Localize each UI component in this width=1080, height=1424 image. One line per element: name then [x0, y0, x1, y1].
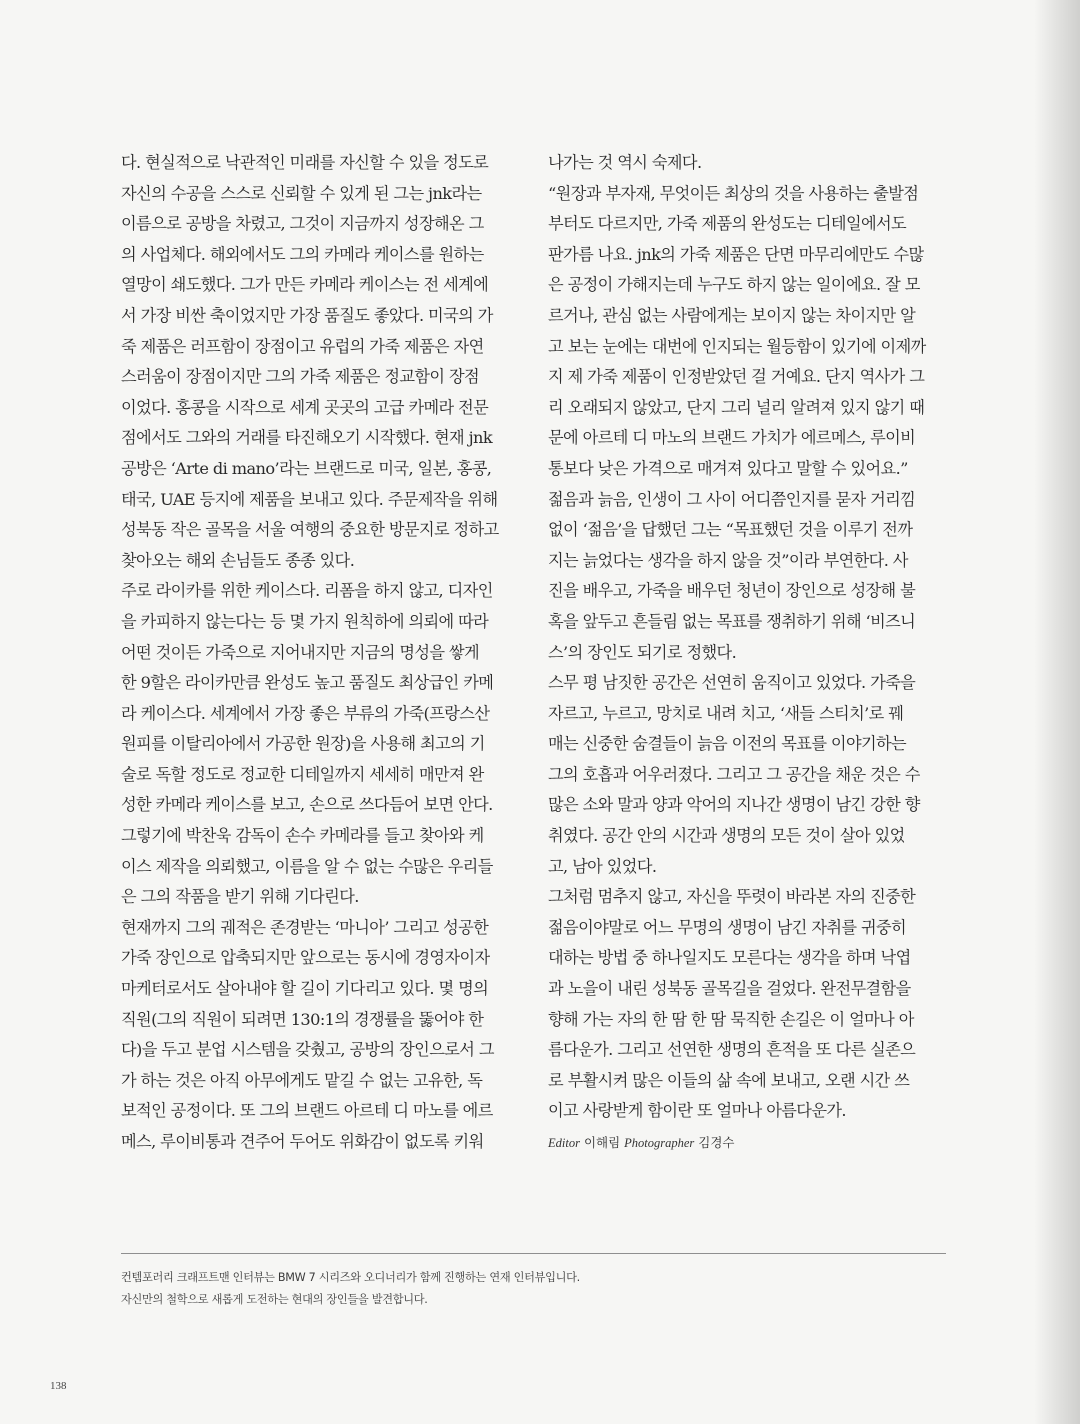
quote-paragraph: “원장과 부자재, 무엇이든 최상의 것을 사용하는 출발점 부터도 다르지만, 가죽 제품의 완성도는 디테일에서도 판가름 나요. jnk의 가죽 제품은 단면 마무리에만도 수많 은 공정이 가해지는데 누구도 하지 않는 일이에요. 잘 모 르거나, 관심 없는 사람에게는 보이지 않는 차이지만 알 고 보는 눈에는 대번에 인지되는 월등함이 있기에 이제까 지 제 가죽 제품이 인정받았던 걸 거예요. 단지 역사가 그 리 오래되지 않았고, 단지 그리 널리 알려져 있지 않기 때 문에 아르테 디 마노의 브랜드 가치가 에르메스, 루이비 통보다 낮은 가격으로 매겨져 있다고 말할 수 있어요.”	[548, 183, 926, 478]
footnote-line: 자신만의 철학으로 새롭게 도전하는 현대의 장인들을 발견합니다.	[121, 1293, 428, 1306]
article-column-left	[121, 148, 517, 1158]
body-paragraph: 현재까지 그의 궤적은 존경받는 ‘마니아’ 그리고 성공한 가죽 장인으로 압축되지만 앞으로는 동시에 경영자이자 마케터로서도 살아내야 할 길이 기다리고 있다. 몇 명의 직원(그의 직원이 되려면 130:1의 경쟁률을 뚫어야 한 다)을 두고 분업 시스템을 갖췄고, 공방의 장인으로서 그 가 하는 것은 아직 아무에게도 맡길 수 없는 고유한, 독 보적인 공정이다. 또 그의 브랜드 아르테 디 마노를 에르 메스, 루이비통과 견주어 두어도 위화감이 없도록 키워	[121, 917, 494, 1151]
article-column-right	[548, 148, 944, 1153]
page-number: 138	[50, 1380, 67, 1392]
footnote-line: 컨템포러리 크래프트맨 인터뷰는 BMW 7 시리즈와 오디너리가 함께 진행하는 연재 인터뷰입니다.	[121, 1271, 580, 1284]
body-paragraph: 스무 평 남짓한 공간은 선연히 움직이고 있었다. 가죽을 자르고, 누르고, 망치로 내려 치고, ‘새들 스티치’로 꿰 매는 신중한 숨결들이 늙음 이전의 목표를 이야기하는 그의 호흡과 어우러졌다. 그리고 그 공간을 채운 것은 수 많은 소와 말과 양과 악어의 지나간 생명이 남긴 강한 향 취였다. 공간 안의 시간과 생명의 모든 것이 살아 있었 고, 남아 있었다.	[548, 673, 920, 876]
article-credit	[548, 1133, 944, 1153]
body-paragraph: 나가는 것 역시 숙제다.	[548, 153, 702, 172]
series-footnote	[121, 1267, 946, 1311]
photographer-label: Photographer	[624, 1136, 695, 1150]
photographer-name: 김경수	[698, 1135, 735, 1150]
page-edge-shadow	[1034, 0, 1080, 1424]
body-paragraph: 젊음과 늙음, 인생이 그 사이 어디쯤인지를 묻자 거리낌 없이 ‘젊음’을 답했던 그는 “목표했던 것을 이루기 전까 지는 늙었다는 생각을 하지 않을 것”이라 부연한다. 사 진을 배우고, 가죽을 배우던 청년이 장인으로 성장해 불 혹을 앞두고 흔들림 없는 목표를 쟁취하기 위해 ‘비즈니 스’의 장인도 되기로 정했다.	[548, 489, 916, 662]
editor-label: Editor	[548, 1136, 580, 1150]
body-paragraph: 다. 현실적으로 낙관적인 미래를 자신할 수 있을 정도로 자신의 수공을 스스로 신뢰할 수 있게 된 그는 jnk라는 이름으로 공방을 차렸고, 그것이 지금까지 성장해온 그 의 사업체다. 해외에서도 그의 카메라 케이스를 원하는 열망이 쇄도했다. 그가 만든 카메라 케이스는 전 세계에 서 가장 비싼 축이었지만 가장 품질도 좋았다. 미국의 가 죽 제품은 러프함이 장점이고 유럽의 가죽 제품은 자연 스러움이 장점이지만 그의 가죽 제품은 정교함이 장점 이었다. 홍콩을 시작으로 세계 곳곳의 고급 카메라 전문 점에서도 그와의 거래를 타진해오기 시작했다. 현재 jnk 공방은 ‘Arte di mano’라는 브랜드로 미국, 일본, 홍콩, 태국, UAE 등지에 제품을 보내고 있다. 주문제작을 위해 성북동 작은 골목을 서울 여행의 중요한 방문지로 정하고 찾아오는 해외 손님들도 종종 있다.	[121, 153, 499, 570]
body-paragraph: 주로 라이카를 위한 케이스다. 리폼을 하지 않고, 디자인 을 카피하지 않는다는 등 몇 가지 원칙하에 의뢰에 따라 어떤 것이든 가죽으로 지어내지만 지금의 명성을 쌓게 한 9할은 라이카만큼 완성도 높고 품질도 최상급인 카메 라 케이스다. 세계에서 가장 좋은 부류의 가죽(프랑스산 원피를 이탈리아에서 가공한 원장)을 사용해 최고의 기 술로 독할 정도로 정교한 디테일까지 세세히 매만져 완 성한 카메라 케이스를 보고, 손으로 쓰다듬어 보면 안다. 그렇기에 박찬욱 감독이 손수 카메라를 들고 찾아와 케 이스 제작을 의뢰했고, 이름을 알 수 없는 수많은 우리들 은 그의 작품을 받기 위해 기다린다.	[121, 581, 494, 907]
footnote-divider	[121, 1253, 946, 1254]
body-paragraph: 그처럼 멈추지 않고, 자신을 뚜렷이 바라본 자의 진중한 젊음이야말로 어느 무명의 생명이 남긴 자취를 귀중히 대하는 방법 중 하나일지도 모른다는 생각을 하며 낙엽 과 노을이 내린 성북동 골목길을 걸었다. 완전무결함을 향해 가는 자의 한 땀 한 땀 묵직한 손길은 이 얼마나 아 름다운가. 그리고 선연한 생명의 흔적을 또 다른 실존으 로 부활시켜 많은 이들의 삶 속에 보내고, 오랜 시간 쓰 이고 사랑받게 함이란 또 얼마나 아름다운가.	[548, 887, 916, 1121]
editor-name: 이해림	[583, 1135, 621, 1150]
